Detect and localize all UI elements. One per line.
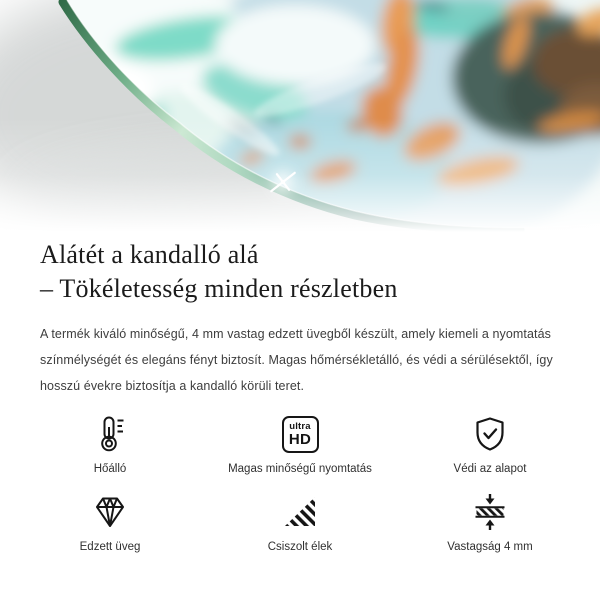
diamond-icon [90, 490, 130, 534]
feature-heat-resistant [30, 412, 190, 476]
feature-polished-edges [220, 490, 380, 554]
feature-label: Védi az alapot [453, 463, 527, 475]
feature-label: Edzett üveg [79, 541, 141, 553]
feature-label: Hőálló [93, 463, 127, 475]
glass-hearth-pad-illustration [0, 0, 600, 232]
thickness-icon [470, 490, 510, 534]
ultra-hd-icon-text-bottom: HD [288, 430, 312, 448]
product-description-text: A termék kiváló minőségű, 4 mm vastag edzett üvegből készült, amely kiemeli a nyomtatás színmélységét és elegáns fényt biztosít. Magas hőmérsékletálló, és védi a sérülésektől, így hosszú évekre biztosítja a kandalló körüli teret. [40, 327, 553, 393]
feature-protects-base [410, 412, 570, 476]
feature-label: Magas minőségű nyomtatás [228, 463, 372, 475]
thermometer-icon [90, 412, 130, 456]
feature-label: Csiszolt élek [267, 541, 333, 553]
ultra-hd-icon [282, 412, 319, 456]
product-description-section [0, 232, 600, 554]
polished-edges-icon [280, 490, 320, 534]
feature-thickness [410, 490, 570, 554]
hero-product-image [0, 0, 600, 232]
photo-fade [0, 118, 600, 232]
page-title [40, 238, 562, 306]
feature-print-quality [220, 412, 380, 476]
feature-grid [30, 412, 570, 554]
feature-label: Vastagság 4 mm [447, 541, 533, 553]
feature-tempered-glass [30, 490, 190, 554]
title-line-1: Alátét a kandalló alá [40, 240, 259, 269]
ultra-hd-icon-text-top: ultra [289, 420, 311, 432]
title-line-2: – Tökéletesség minden részletben [40, 274, 398, 303]
shield-check-icon [470, 412, 510, 456]
